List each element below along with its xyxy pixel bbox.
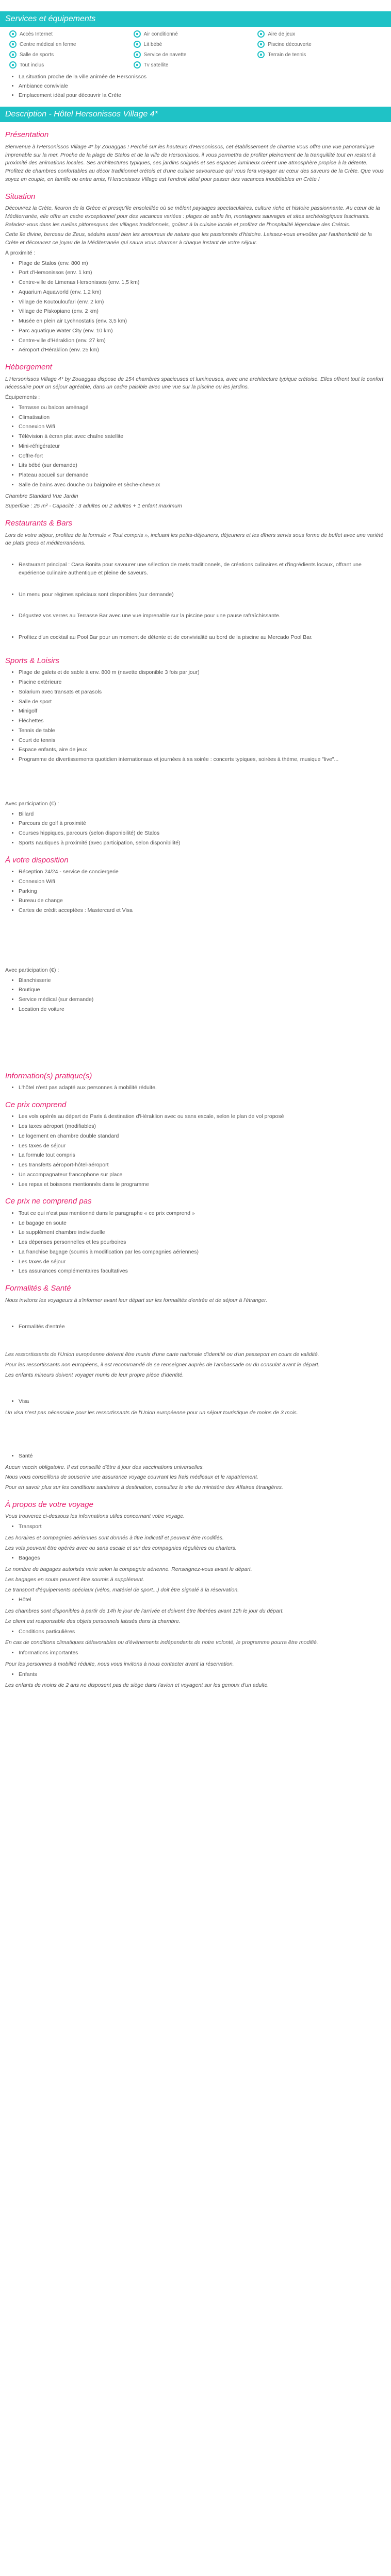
list-item: • Sports nautiques à proximité (avec participation, selon disponibilité) xyxy=(19,839,386,848)
amenity-label: Terrain de tennis xyxy=(268,52,306,58)
disposition-paid-label: Avec participation (€) : xyxy=(5,967,59,973)
services-bullets xyxy=(5,73,386,99)
list-item: • Boutique xyxy=(19,986,386,994)
list-item: • Aéroport d'Héraklion (env. 25 km) xyxy=(19,346,386,354)
list-item: • Parking xyxy=(19,888,386,896)
pool-icon xyxy=(257,41,265,48)
apropos-text-1: Vous trouverez ci-dessous les informations utiles concernant votre voyage. xyxy=(5,1513,185,1520)
hebergement-heading: Hébergement xyxy=(5,363,52,371)
formalites-text-1: Nous invitons les voyageurs à s'informer avant leur départ sur les formalités d'entrée et de séjour à l'étranger. xyxy=(5,1297,268,1303)
list-item: • La situation proche de la ville animée de Hersonissos xyxy=(19,73,386,81)
list-item: • Hôtel xyxy=(19,1596,386,1604)
list-item: • Solarium avec transats et parasols xyxy=(19,688,386,697)
amenity-item xyxy=(257,40,382,48)
formalites-text-8: Pour en savoir plus sur les conditions sanitaires à destination, consultez le site du ministère des Affaires étrangères. xyxy=(5,1484,283,1490)
list-item: • Emplacement idéal pour découvrir la Crète xyxy=(19,92,386,100)
list-item: • Santé xyxy=(19,1452,386,1461)
list-item: • Transport xyxy=(19,1523,386,1531)
apropos-text-6: Le transport d'équipements spéciaux (vélos, matériel de sport...) doit être signalé à la réservation. xyxy=(5,1586,239,1593)
list-item: • Location de voiture xyxy=(19,1006,386,1014)
list-item: • Village de Koutouloufari (env. 2 km) xyxy=(19,298,386,307)
list-item: • Mini-réfrigérateur xyxy=(19,443,386,451)
situation-text-2: Cette île divine, berceau de Zeus, séduira aussi bien les amoureux de nature que les passionnés d'histoire. Laissez-vous envoûter par l'authenticité de la Crète et découvrez ce joyau de la Méditerranée qui saura vous charmer à chaque instant de votre séjour. xyxy=(5,231,372,246)
list-item: • Formalités d'entrée xyxy=(19,1323,386,1331)
list-item: • Réception 24/24 - service de conciergerie xyxy=(19,868,386,876)
presentation-heading: Présentation xyxy=(5,130,49,140)
services-banner: Services et équipements xyxy=(0,11,391,27)
shuttle-icon xyxy=(134,51,141,58)
amenity-item xyxy=(134,30,258,38)
list-item: • Tout ce qui n'est pas mentionné dans le paragraphe « ce prix comprend » xyxy=(19,1210,386,1218)
amenities-grid xyxy=(0,27,391,71)
list-item: • Coffre-fort xyxy=(19,452,386,461)
crib-icon xyxy=(134,41,141,48)
amenity-label: Air conditionné xyxy=(143,31,178,37)
list-item: • Salle de sport xyxy=(19,698,386,706)
list-item: • Cartes de crédit acceptées : Mastercard et Visa xyxy=(19,907,386,915)
amenity-item xyxy=(134,40,258,48)
list-item: • Musée en plein air Lychnostatis (env. 3,5 km) xyxy=(19,317,386,326)
equipements-list xyxy=(5,404,386,489)
list-item: • Courses hippiques, parcours (selon disponibilité) de Stalos xyxy=(19,829,386,838)
list-item: • Un accompagnateur francophone sur place xyxy=(19,1171,386,1179)
list-item: • Plateau accueil sur demande xyxy=(19,471,386,480)
amenity-label: Piscine découverte xyxy=(268,41,312,47)
proximity-list xyxy=(5,260,386,355)
list-item: • Le supplément chambre individuelle xyxy=(19,1229,386,1237)
amenity-item xyxy=(257,50,382,59)
list-item: • Connexion Wifi xyxy=(19,878,386,886)
chambre-details: Superficie : 25 m² - Capacité : 3 adultes ou 2 adultes + 1 enfant maximum xyxy=(5,503,182,510)
situation-text: Découvrez la Crète, fleuron de la Grèce et presqu'île ensoleillée où se mêlent paysages spectaculaires, culture riche et histoire passionnante. Au cœur de la Méditerranée, elle offre un cadre exceptionnel pour des vacances variées : plages de sable fin, montagnes sauvages et sites archéologiques fascinants. Baladez-vous dans les ruelles pittoresques des villages traditionnels, goûtez à la cuisine locale et profitez de l'hospitalité légendaire des Crétois. xyxy=(5,205,380,228)
apropos-bullet-5 xyxy=(5,1649,386,1657)
amenity-label: Centre médical en ferme xyxy=(20,41,76,47)
amenity-label: Tv satellite xyxy=(143,62,169,68)
situation-heading: Situation xyxy=(5,192,36,201)
list-item: • Conditions particulières xyxy=(19,1628,386,1636)
amenity-item xyxy=(9,50,134,59)
amenity-item xyxy=(9,40,134,48)
formalites-text-2: Les ressortissants de l'Union européenne doivent être munis d'une carte nationale d'identité ou d'un passeport en cours de validité. xyxy=(5,1351,319,1358)
list-item: • Les dépenses personnelles et les pourboires xyxy=(19,1239,386,1247)
list-item: • Port d'Hersonissos (env. 1 km) xyxy=(19,269,386,277)
presentation-text: Bienvenue à l'Hersonissos Village 4* by Zouaggas ! Perché sur les hauteurs d'Hersonissos, cet établissement de charme vous offre une vue panoramique imprenable sur la mer. Proche de la plage de Stalos et de la ville de Hersonissos, il vous permettra de profiter pleinement de la tranquillité tout en restant à proximité des animations locales. Ses architectures typiques, ses jardins soignés et ses espaces lumineux créent une atmosphère propice à la détente. Profitez de chambres confortables au décor traditionnel crétois et d'une cuisine savoureuse qui vous fera voyager au cœur des saveurs de la Crète. Que vous soyez en couple, en famille ou entre amis, l'Hersonissos Village est l'endroit idéal pour passer des vacances inoubliables en Crète ! xyxy=(5,143,384,182)
list-item: • Bagages xyxy=(19,1554,386,1563)
list-item: • Un menu pour régimes spéciaux sont disponibles (sur demande) xyxy=(19,591,386,599)
restaurants-heading: Restaurants & Bars xyxy=(5,519,73,528)
disposition-list xyxy=(5,868,386,915)
list-item: • Les taxes aéroport (modifiables) xyxy=(19,1123,386,1131)
list-item: • Les vols opérés au départ de Paris à destination d'Héraklion avec ou sans escale, selon le plan de vol proposé xyxy=(19,1113,386,1121)
infos-list xyxy=(5,1084,386,1092)
list-item: • Billard xyxy=(19,810,386,819)
list-item: • Dégustez vos verres au Terrasse Bar avec une vue imprenable sur la piscine pour une pause rafraîchissante. xyxy=(19,612,386,620)
amenity-item xyxy=(257,30,382,38)
list-item: • La franchise bagage (soumis à modification par les compagnies aériennes) xyxy=(19,1248,386,1257)
playground-icon xyxy=(257,30,265,38)
list-item: • Centre-ville d'Héraklion (env. 27 km) xyxy=(19,337,386,345)
formalites-text-6: Aucun vaccin obligatoire. Il est conseillé d'être à jour des vaccinations universelles. xyxy=(5,1464,204,1470)
amenity-label: Tout inclus xyxy=(20,62,44,68)
list-item: • La formule tout compris xyxy=(19,1151,386,1160)
list-item: • Les transferts aéroport-hôtel-aéroport xyxy=(19,1161,386,1170)
amenity-label: Accès Internet xyxy=(20,31,53,37)
sports-paid-label: Avec participation (€) : xyxy=(5,800,59,807)
description-banner: Description - Hôtel Hersonissos Village 4* xyxy=(0,107,391,122)
amenity-label: Aire de jeux xyxy=(268,31,296,37)
sports-heading: Sports & Loisirs xyxy=(5,656,60,665)
apropos-bullet-6 xyxy=(5,1671,386,1679)
apropos-text-8: Le client est responsable des objets personnels laissés dans la chambre. xyxy=(5,1618,181,1624)
amenity-item xyxy=(134,50,258,59)
noncompris-list xyxy=(5,1210,386,1276)
compris-heading: Ce prix comprend xyxy=(5,1100,67,1109)
formalites-bullet-3 xyxy=(5,1452,386,1461)
list-item: • Piscine extérieure xyxy=(19,679,386,687)
proximity-label: À proximité : xyxy=(5,249,36,256)
compris-list xyxy=(5,1113,386,1189)
amenity-item xyxy=(9,61,134,69)
apropos-bullet-2 xyxy=(5,1554,386,1563)
list-item: • Connexion Wifi xyxy=(19,423,386,431)
apropos-text-10: Pour les personnes à mobilité réduite, nous vous invitons à nous contacter avant la réservation. xyxy=(5,1660,234,1667)
list-item: • Lits bébé (sur demande) xyxy=(19,462,386,470)
sports-list xyxy=(5,669,386,764)
list-item: • Les taxes de séjour xyxy=(19,1258,386,1266)
list-item: • Plage de galets et de sable à env. 800 m (navette disponible 3 fois par jour) xyxy=(19,669,386,677)
formalites-bullet-2 xyxy=(5,1398,386,1406)
amenity-label: Lit bébé xyxy=(143,41,162,47)
all-inclusive-icon xyxy=(9,61,17,69)
list-item: • Restaurant principal : Casa Bonita pour savourer une sélection de mets traditionnels, de créations culinaires et d'ingrédients locaux, offrant une expérience culinaire authentique et pleine de saveurs. xyxy=(19,561,386,578)
apropos-text-11: Les enfants de moins de 2 ans ne disposent pas de siège dans l'avion et voyagent sur les genoux d'un adulte. xyxy=(5,1682,269,1689)
list-item: • Parcours de golf à proximité xyxy=(19,820,386,828)
list-item: • Bureau de change xyxy=(19,897,386,905)
apropos-bullet-4 xyxy=(5,1628,386,1636)
list-item: • Les assurances complémentaires facultatives xyxy=(19,1267,386,1276)
formalites-text-4: Les enfants mineurs doivent voyager munis de leur propre pièce d'identité. xyxy=(5,1371,184,1378)
chambre-title: Chambre Standard Vue Jardin xyxy=(5,493,78,499)
list-item: • Les repas et boissons mentionnés dans le programme xyxy=(19,1181,386,1189)
amenity-label: Salle de sports xyxy=(20,52,54,58)
apropos-text-2: Les horaires et compagnies aériennes sont donnés à titre indicatif et peuvent être modifiés. xyxy=(5,1534,224,1541)
list-item: • Court de tennis xyxy=(19,737,386,745)
tv-icon xyxy=(134,61,141,69)
list-item: • Service médical (sur demande) xyxy=(19,996,386,1004)
sports-paid-list xyxy=(5,810,386,848)
equipements-label: Équipements : xyxy=(5,394,40,400)
list-item: • Le bagage en soute xyxy=(19,1219,386,1228)
formalites-text-7: Nous vous conseillons de souscrire une assurance voyage couvrant les frais médicaux et le rapatriement. xyxy=(5,1474,258,1481)
formalites-heading: Formalités & Santé xyxy=(5,1284,71,1293)
list-item: • Programme de divertissements quotidien internationaux et journées à sa soirée : concerts typiques, soirées à thème, musique "live"... xyxy=(19,756,386,764)
list-item: • Télévision à écran plat avec chaîne satellite xyxy=(19,433,386,441)
list-item: • Ambiance conviviale xyxy=(19,82,386,91)
hebergement-text: L'Hersonissos Village 4* by Zouaggas dispose de 154 chambres spacieuses et lumineuses, avec une architecture typique crétoise. Elles offrent tout le confort nécessaire pour un séjour agréable, dans un cadre paisible avec une vue sur la piscine ou les jardins. xyxy=(5,376,384,391)
list-item: • Informations importantes xyxy=(19,1649,386,1657)
apropos-text-4: Le nombre de bagages autorisés varie selon la compagnie aérienne. Renseignez-vous avant le départ. xyxy=(5,1566,252,1572)
apropos-text-9: En cas de conditions climatiques défavorables ou d'événements indépendants de notre volonté, le programme pourra être modifié. xyxy=(5,1639,318,1646)
snowflake-icon xyxy=(134,30,141,38)
list-item: • Les taxes de séjour xyxy=(19,1142,386,1150)
formalites-text-5: Un visa n'est pas nécessaire pour les ressortissants de l'Union européenne pour un séjour touristique de moins de 3 mois. xyxy=(5,1410,298,1416)
noncompris-heading: Ce prix ne comprend pas xyxy=(5,1197,92,1206)
infos-heading: Information(s) pratique(s) xyxy=(5,1071,92,1080)
list-item: • Enfants xyxy=(19,1671,386,1679)
list-item: • Minigolf xyxy=(19,707,386,716)
apropos-bullet-3 xyxy=(5,1596,386,1604)
medical-icon xyxy=(9,41,17,48)
apropos-heading: À propos de votre voyage xyxy=(5,1500,93,1509)
restaurants-text: Lors de votre séjour, profitez de la formule « Tout compris », incluant les petits-déjeuners, déjeuners et les dîners servis sous forme de buffet avec une variété de plats grecs et méditerranéens. xyxy=(5,532,384,547)
list-item: • Visa xyxy=(19,1398,386,1406)
list-item: • Tennis de table xyxy=(19,727,386,735)
wifi-icon xyxy=(9,30,17,38)
list-item: • Espace enfants, aire de jeux xyxy=(19,746,386,754)
list-item: • Fléchettes xyxy=(19,717,386,725)
formalites-text-3: Pour les ressortissants non européens, il est recommandé de se renseigner auprès de l'ambassade ou du consulat avant le départ. xyxy=(5,1361,320,1368)
list-item: • Le logement en chambre double standard xyxy=(19,1132,386,1141)
amenity-item xyxy=(134,61,258,69)
list-item: • Blanchisserie xyxy=(19,977,386,985)
apropos-text-3: Les vols peuvent être opérés avec ou sans escale et sur des compagnies régulières ou charters. xyxy=(5,1545,237,1551)
apropos-bullet-1 xyxy=(5,1523,386,1531)
dumbbell-icon xyxy=(9,51,17,58)
list-item: • Salle de bains avec douche ou baignoire et sèche-cheveux xyxy=(19,481,386,489)
amenity-label: Service de navette xyxy=(143,52,187,58)
disposition-heading: À votre disposition xyxy=(5,855,69,865)
list-item: • L'hôtel n'est pas adapté aux personnes à mobilité réduite. xyxy=(19,1084,386,1092)
list-item: • Centre-ville de Limenas Hersonissos (env. 1,5 km) xyxy=(19,279,386,287)
list-item: • Village de Piskopiano (env. 2 km) xyxy=(19,308,386,316)
list-item: • Parc aquatique Water City (env. 10 km) xyxy=(19,327,386,335)
formalites-bullet-1 xyxy=(5,1323,386,1331)
amenity-item xyxy=(9,30,134,38)
apropos-text-5: Les bagages en soute peuvent être soumis à supplément. xyxy=(5,1576,144,1583)
restaurants-list xyxy=(5,561,386,642)
apropos-text-7: Les chambres sont disponibles à partir de 14h le jour de l'arrivée et doivent être libérées avant 12h le jour du départ. xyxy=(5,1608,284,1614)
tennis-icon xyxy=(257,51,265,58)
disposition-paid-list xyxy=(5,977,386,1014)
list-item: • Plage de Stalos (env. 800 m) xyxy=(19,260,386,268)
list-item: • Profitez d'un cocktail au Pool Bar pour un moment de détente et de convivialité au bord de la piscine au Mercado Pool Bar. xyxy=(19,634,386,642)
list-item: • Terrasse ou balcon aménagé xyxy=(19,404,386,412)
list-item: • Climatisation xyxy=(19,414,386,422)
list-item: • Aquarium Aquaworld (env. 1,2 km) xyxy=(19,289,386,297)
